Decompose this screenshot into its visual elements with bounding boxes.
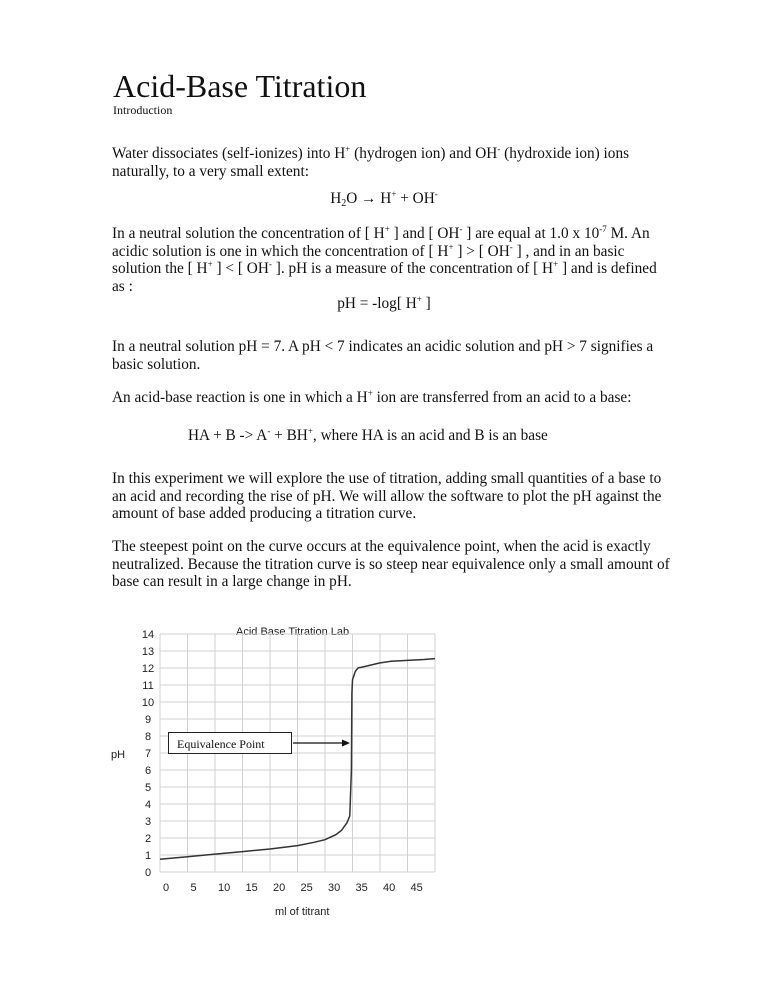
paragraph-acid-base-reaction: An acid-base reaction is one in which a H+ ion are transferred from an acid to a base: — [112, 388, 632, 406]
paragraph-equivalence-point: The steepest point on the curve occurs at the equivalence point, when the acid is exactly neutralized. Because the titration curve is so steep near equivalence only a small amount of base can result in a large change in pH. — [112, 538, 670, 590]
y-tick-label: 11 — [142, 680, 154, 692]
x-tick-label: 45 — [410, 882, 423, 894]
equation-water-dissociation: $H_2O \to H^+ + OH^-$ — [330, 189, 438, 209]
page-title: Acid-Base Titration — [113, 68, 367, 104]
arrowhead-icon — [342, 740, 350, 747]
equivalence-point-label: Equivalence Point — [168, 732, 292, 754]
equivalence-arrow — [293, 740, 350, 747]
x-tick-label: 40 — [383, 882, 396, 894]
section-subtitle: Introduction — [113, 103, 173, 117]
x-tick-label: 25 — [300, 882, 313, 894]
y-axis-ticks — [142, 629, 154, 879]
y-tick-label: 6 — [144, 765, 152, 777]
x-tick-label: 30 — [328, 882, 341, 894]
y-tick-label: 7 — [144, 748, 152, 760]
x-tick-label: 35 — [355, 882, 368, 894]
x-tick-label: 5 — [190, 882, 197, 894]
x-tick-label: 20 — [273, 882, 286, 894]
x-axis-label: ml of titrant — [275, 906, 330, 918]
paragraph-experiment-description: In this experiment we will explore the use of titration, adding small quantities of a base to an acid and recording the rise of pH. We will allow the software to plot the pH against the amount of base added producing a titration curve. — [112, 470, 662, 522]
paragraph-neutral-concentration: In a neutral solution the concentration of [ H+ ] and [ OH- ] are equal at 1.0 x $10^{-7}$ M. An acidic solution is one in which the concentration of [ H+ ] > [ OH- ] , and in an basic solution the [ H+ ] < [ OH- ]. pH is a measure of the concentration of [ H+ ] and is defined as : — [112, 224, 657, 295]
y-tick-label: 4 — [144, 799, 152, 811]
y-axis-label: pH — [111, 749, 126, 761]
y-tick-label: 10 — [141, 697, 155, 709]
paragraph-water-dissociation: Water dissociates (self-ionizes) into H+ (hydrogen ion) and OH- (hydroxide ion) ions naturally, to a very small extent: — [112, 144, 630, 180]
y-tick-label: 13 — [141, 646, 155, 658]
equation-acid-base-reaction: HA + B -> A- + BH+, where HA is an acid and B is an base — [188, 426, 548, 444]
y-tick-label: 5 — [144, 782, 152, 794]
y-tick-label: 8 — [144, 731, 152, 743]
y-tick-label: 14 — [141, 629, 155, 641]
x-tick-label: 15 — [245, 882, 258, 894]
y-tick-label: 1 — [144, 850, 152, 862]
x-axis-ticks — [163, 882, 423, 894]
y-tick-label: 3 — [144, 816, 152, 828]
paragraph-ph-scale: In a neutral solution pH = 7. A pH < 7 indicates an acidic solution and pH > 7 signifies a basic solution. — [112, 338, 654, 373]
x-tick-label: 10 — [218, 882, 231, 894]
y-tick-label: 9 — [144, 714, 152, 726]
equation-ph-definition: pH = -log[ H+ ] — [337, 294, 431, 312]
x-tick-label: 0 — [163, 882, 170, 894]
chart-title: Acid Base Titration Lab — [236, 626, 350, 638]
y-tick-label: 2 — [144, 833, 152, 845]
y-tick-label: 12 — [141, 663, 155, 675]
y-tick-label: 0 — [144, 867, 152, 879]
